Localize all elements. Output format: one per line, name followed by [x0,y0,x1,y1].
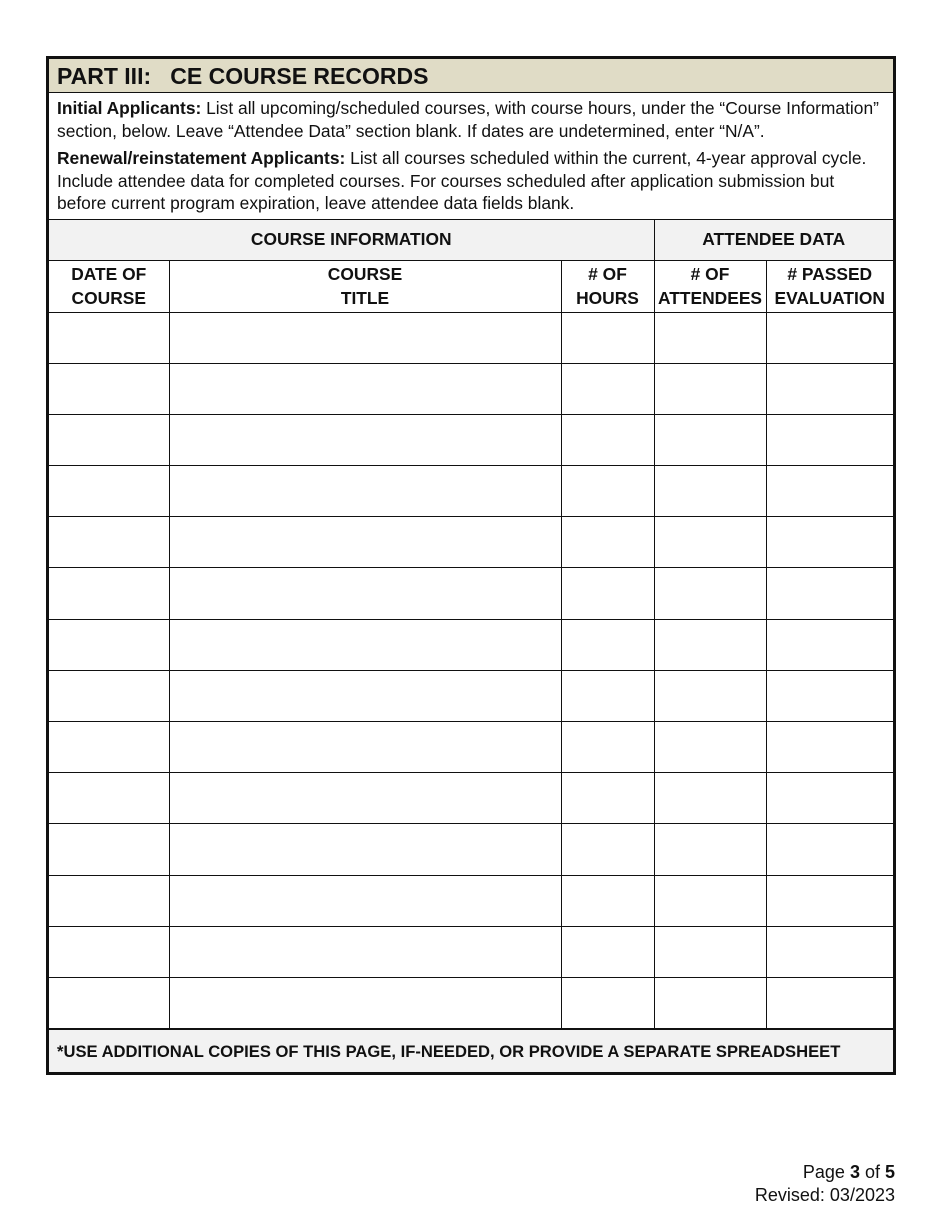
hours-cell[interactable] [561,824,654,875]
table-row [49,363,893,414]
title-cell[interactable] [169,568,561,619]
table-row [49,875,893,926]
hours-cell[interactable] [561,875,654,926]
initial-applicants-instructions [57,97,885,142]
passed-cell[interactable] [766,568,893,619]
attendees-cell[interactable] [654,363,766,414]
passed-cell[interactable] [766,875,893,926]
revised-date: Revised: 03/2023 [754,1185,895,1205]
additional-copies-note: *USE ADDITIONAL COPIES OF THIS PAGE, IF-NEEDED, OR PROVIDE A SEPARATE SPREADSHEET [49,1029,893,1072]
table-row [49,619,893,670]
part-label: PART III: [57,63,152,89]
date-cell[interactable] [49,466,169,517]
passed-cell[interactable] [766,363,893,414]
date-cell[interactable] [49,773,169,824]
initial-applicants-text: List all upcoming/scheduled courses, with course hours, under the “Course Information” section, below. Leave “Attendee Data” section blank. If dates are undetermined, enter “N/A”. [57,98,879,141]
hours-cell[interactable] [561,722,654,773]
table-row [49,670,893,721]
attendees-cell[interactable] [654,414,766,465]
table-row [49,312,893,363]
date-cell[interactable] [49,619,169,670]
col-attendees: # OF ATTENDEES [654,260,766,312]
renewal-applicants-text: List all courses scheduled within the current, 4-year approval cycle. Include attendee data for completed courses. For courses scheduled after application submission but before current program expiration, leave attendee data fields blank. [57,148,867,213]
col-date-of-course: DATE OF COURSE [49,260,169,312]
passed-cell[interactable] [766,466,893,517]
title-cell[interactable] [169,875,561,926]
title-cell[interactable] [169,926,561,977]
passed-cell[interactable] [766,824,893,875]
date-cell[interactable] [49,824,169,875]
date-cell[interactable] [49,568,169,619]
course-information-header: COURSE INFORMATION [49,219,654,260]
current-page: 3 [849,1162,860,1182]
hours-cell[interactable] [561,773,654,824]
table-row [49,414,893,465]
part-title: CE COURSE RECORDS [170,63,429,89]
col-hours: # OF HOURS [561,260,654,312]
passed-cell[interactable] [766,414,893,465]
col-course-title: COURSE TITLE [169,260,561,312]
table-row [49,568,893,619]
passed-cell[interactable] [766,773,893,824]
title-cell[interactable] [169,773,561,824]
part-header [49,59,893,93]
col-passed-evaluation: # PASSED EVALUATION [766,260,893,312]
table-row [49,466,893,517]
title-cell[interactable] [169,363,561,414]
passed-cell[interactable] [766,926,893,977]
title-cell[interactable] [169,619,561,670]
attendees-cell[interactable] [654,619,766,670]
hours-cell[interactable] [561,619,654,670]
title-cell[interactable] [169,977,561,1028]
attendees-cell[interactable] [654,568,766,619]
instructions [49,93,893,219]
attendee-data-header: ATTENDEE DATA [654,219,893,260]
attendees-cell[interactable] [654,875,766,926]
date-cell[interactable] [49,670,169,721]
date-cell[interactable] [49,363,169,414]
attendees-cell[interactable] [654,670,766,721]
table-row [49,773,893,824]
title-cell[interactable] [169,517,561,568]
table-row [49,517,893,568]
renewal-applicants-label: Renewal/reinstatement Applicants: [57,148,346,168]
passed-cell[interactable] [766,619,893,670]
hours-cell[interactable] [561,414,654,465]
attendees-cell[interactable] [654,722,766,773]
title-cell[interactable] [169,414,561,465]
table-row [49,926,893,977]
passed-cell[interactable] [766,517,893,568]
passed-cell[interactable] [766,670,893,721]
hours-cell[interactable] [561,977,654,1028]
attendees-cell[interactable] [654,517,766,568]
date-cell[interactable] [49,414,169,465]
hours-cell[interactable] [561,517,654,568]
date-cell[interactable] [49,977,169,1028]
initial-applicants-label: Initial Applicants: [57,98,202,118]
course-records-table [49,219,893,1030]
hours-cell[interactable] [561,926,654,977]
page-footer [755,1161,895,1207]
hours-cell[interactable] [561,312,654,363]
attendees-cell[interactable] [654,926,766,977]
title-cell[interactable] [169,670,561,721]
date-cell[interactable] [49,926,169,977]
date-cell[interactable] [49,517,169,568]
hours-cell[interactable] [561,568,654,619]
date-cell[interactable] [49,312,169,363]
title-cell[interactable] [169,722,561,773]
renewal-applicants-instructions [57,147,885,215]
table-row [49,722,893,773]
attendees-cell[interactable] [654,773,766,824]
hours-cell[interactable] [561,670,654,721]
page-number: Page 3 of 5 [802,1162,895,1182]
table-row [49,977,893,1028]
passed-cell[interactable] [766,977,893,1028]
passed-cell[interactable] [766,722,893,773]
ce-course-records-form [46,56,896,1075]
course-rows [49,312,893,1029]
total-pages: 5 [884,1162,895,1182]
hours-cell[interactable] [561,466,654,517]
date-cell[interactable] [49,875,169,926]
title-cell[interactable] [169,824,561,875]
attendees-cell[interactable] [654,824,766,875]
attendees-cell[interactable] [654,466,766,517]
title-cell[interactable] [169,466,561,517]
title-cell[interactable] [169,312,561,363]
date-cell[interactable] [49,722,169,773]
hours-cell[interactable] [561,363,654,414]
passed-cell[interactable] [766,312,893,363]
attendees-cell[interactable] [654,312,766,363]
attendees-cell[interactable] [654,977,766,1028]
table-row [49,824,893,875]
